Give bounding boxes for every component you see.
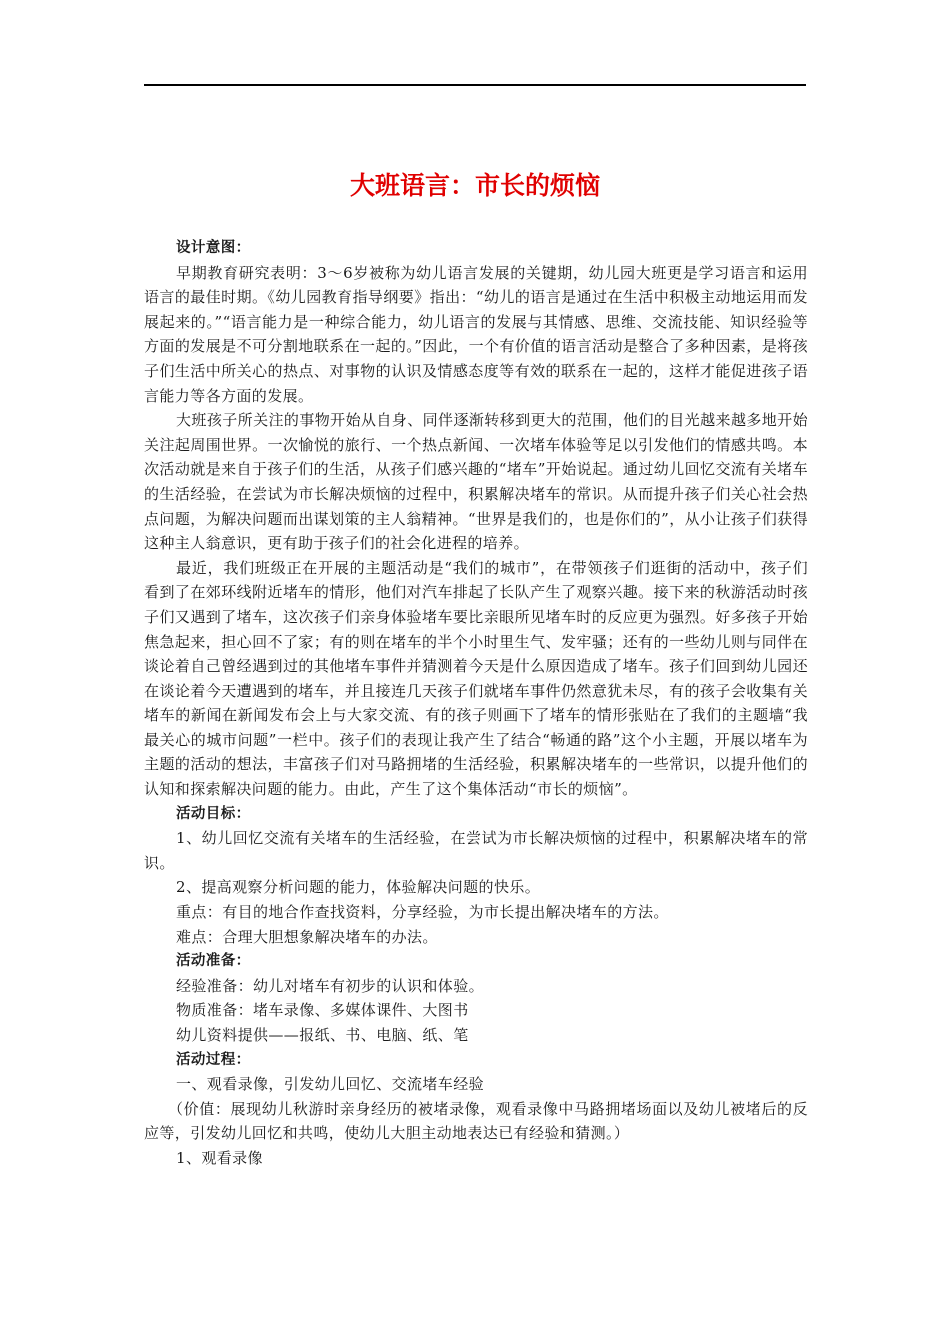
prep-item: 物质准备：堵车录像、多媒体课件、大图书 — [176, 1001, 469, 1020]
header-rule — [144, 84, 806, 86]
process-substep: 1、观看录像 — [176, 1148, 263, 1167]
document-title: 大班语言：市长的烦恼 — [349, 171, 600, 200]
difficult-point: 难点：合理大胆想象解决堵车的办法。 — [176, 927, 438, 946]
process-step: 一、观看录像，引发幼儿回忆、交流堵车经验 — [176, 1075, 485, 1094]
design-paragraph: 最近，我们班级正在开展的主题活动是“我们的城市”，在带领孩子们逛街的活动中，孩子们看到了在郊环线附近堵车的情形，他们对汽车排起了长队产生了观察兴趣。接下来的秋游活动时孩子们又遇到了堵车，这次孩子们亲身体验堵车要比亲眼所见堵车时的反应更为强烈。好多孩子开始焦急起来，担心回不了家；有的则在堵车的半个小时里生气、发牢骚；还有的一些幼儿则与同伴在谈论着自己曾经遇到过的其他堵车事件并猜测着今天是什么原因造成了堵车。孩子们回到幼儿园还在谈论着今天遭遇到的堵车，并且接连几天孩子们就堵车事件仍然意犹未尽，有的孩子会收集有关堵车的新闻在新闻发布会上与大家交流、有的孩子则画下了堵车的情形张贴在了我们的主题墙“我最关心的城市问题”一栏中。孩子们的表现让我产生了结合“畅通的路”这个小主题，开展以堵车为主题的活动的想法，丰富孩子们对马路拥堵的生活经验，积累解决堵车的一些常识，以提升他们的认知和探索解决问题的能力。由此，产生了这个集体活动“市长的烦恼”。 — [144, 558, 808, 799]
design-paragraph: 大班孩子所关注的事物开始从自身、同伴逐渐转移到更大的范围，他们的目光越来越多地开始关注起周围世界。一次愉悦的旅行、一个热点新闻、一次堵车体验等足以引发他们的情感共鸣。本次活动就是来自于孩子们的生活，从孩子们感兴趣的“堵车”开始说起。通过幼儿回忆交流有关堵车的生活经验，在尝试为市长解决烦恼的过程中，积累解决堵车的常识。从而提升孩子们关心社会热点问题，为解决问题而出谋划策的主人翁精神。“世界是我们的，也是你们的”，从小让孩子们获得这种主人翁意识，更有助于孩子们的社会化进程的培养。 — [144, 411, 808, 553]
prep-item: 经验准备：幼儿对堵车有初步的认识和体验。 — [176, 976, 485, 995]
design-intent-heading: 设计意图： — [176, 240, 251, 256]
goal-item: 1、幼儿回忆交流有关堵车的生活经验，在尝试为市长解决烦恼的过程中，积累解决堵车的常识。 — [144, 829, 808, 872]
key-point: 重点：有目的地合作查找资料，分享经验，为市长提出解决堵车的方法。 — [176, 903, 669, 922]
goals-heading: 活动目标： — [176, 805, 251, 822]
goal-item: 2、提高观察分析问题的能力，体验解决问题的快乐。 — [176, 878, 541, 897]
prep-heading: 活动准备： — [176, 953, 251, 970]
process-value-note: （价值：展现幼儿秋游时亲身经历的被堵录像，观看录像中马路拥堵场面以及幼儿被堵后的反应等，引发幼儿回忆和共鸣，使幼儿大胆主动地表达已有经验和猜测。） — [144, 1099, 808, 1143]
process-heading: 活动过程： — [176, 1051, 251, 1068]
design-paragraph: 早期教育研究表明：3～6岁被称为幼儿语言发展的关键期，幼儿园大班更是学习语言和运用语言的最佳时期。《幼儿园教育指导纲要》指出：“幼儿的语言是通过在生活中积极主动地运用而发展起来的。”“语言能力是一种综合能力，幼儿语言的发展与其情感、思维、交流技能、知识经验等方面的发展是不可分割地联系在一起的。”因此，一个有价值的语言活动是整合了多种因素，是将孩子们生活中所关心的热点、对事物的认识及情感态度等有效的联系在一起的，这样才能促进孩子语言能力等各方面的发展。 — [144, 263, 808, 405]
prep-item: 幼儿资料提供——报纸、书、电脑、纸、笔 — [176, 1026, 469, 1044]
document-body — [144, 236, 808, 1171]
